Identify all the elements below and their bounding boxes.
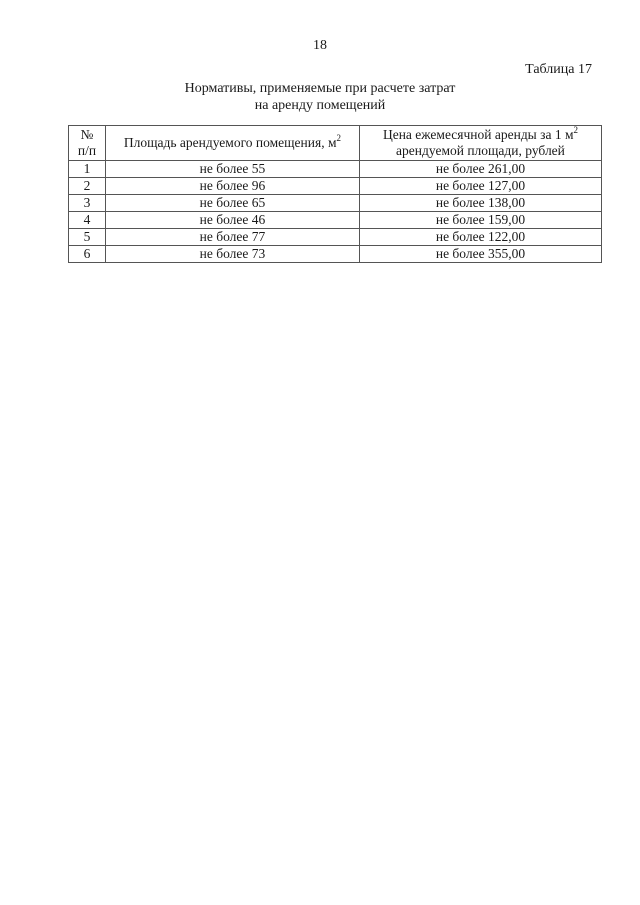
row-area: не более 55 bbox=[105, 161, 359, 178]
row-price: не более 138,00 bbox=[359, 195, 601, 212]
header-number-line2: п/п bbox=[77, 143, 97, 158]
row-number: 3 bbox=[69, 195, 106, 212]
row-number: 6 bbox=[69, 246, 106, 263]
table-row bbox=[69, 195, 602, 212]
rent-norms-table bbox=[68, 125, 602, 263]
header-area-sup: 2 bbox=[336, 133, 341, 143]
page-number: 18 bbox=[313, 38, 327, 53]
row-area: не более 73 bbox=[105, 246, 359, 263]
table-row bbox=[69, 229, 602, 246]
document-title bbox=[0, 80, 640, 114]
row-area: не более 77 bbox=[105, 229, 359, 246]
header-number bbox=[69, 126, 106, 161]
row-area: не более 65 bbox=[105, 195, 359, 212]
row-number: 5 bbox=[69, 229, 106, 246]
title-line-1: Нормативы, применяемые при расчете затрат bbox=[184, 81, 456, 96]
row-price: не более 159,00 bbox=[359, 212, 601, 229]
title-line-2: на аренду помещений bbox=[254, 98, 386, 113]
row-area: не более 46 bbox=[105, 212, 359, 229]
header-area bbox=[105, 126, 359, 161]
row-number: 2 bbox=[69, 178, 106, 195]
row-area: не более 96 bbox=[105, 178, 359, 195]
row-number: 4 bbox=[69, 212, 106, 229]
table-label: Таблица 17 bbox=[525, 62, 592, 77]
table-row bbox=[69, 178, 602, 195]
row-price: не более 122,00 bbox=[359, 229, 601, 246]
header-price-sup: 2 bbox=[573, 125, 578, 135]
table-row bbox=[69, 212, 602, 229]
row-price: не более 127,00 bbox=[359, 178, 601, 195]
header-number-line1: № bbox=[80, 127, 94, 142]
table-row bbox=[69, 246, 602, 263]
header-price bbox=[359, 126, 601, 161]
header-price-line2: арендуемой площади, рублей bbox=[396, 143, 565, 158]
header-price-line1: Цена ежемесячной аренды за 1 м bbox=[382, 127, 574, 142]
row-price: не более 355,00 bbox=[359, 246, 601, 263]
row-number: 1 bbox=[69, 161, 106, 178]
header-area-text: Площадь арендуемого помещения, м bbox=[123, 135, 337, 150]
table-row bbox=[69, 161, 602, 178]
row-price: не более 261,00 bbox=[359, 161, 601, 178]
table-header-row bbox=[69, 126, 602, 161]
